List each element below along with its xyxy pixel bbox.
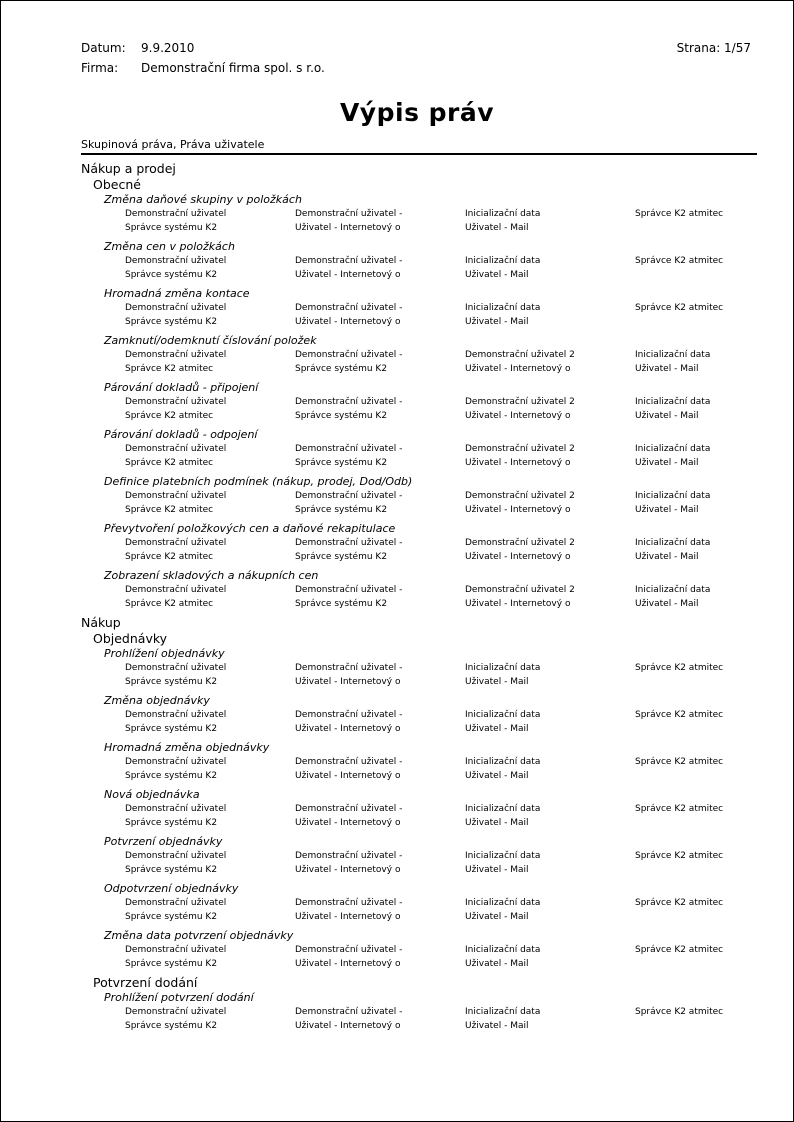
user-name: Uživatel - Internetový o (465, 552, 571, 562)
permission-name: Prohlížení potvrzení dodání (104, 991, 254, 1004)
user-name: Uživatel - Internetový o (295, 912, 401, 922)
user-name: Demonstrační uživatel (125, 585, 227, 595)
user-name: Demonstrační uživatel (125, 945, 227, 955)
user-name: Správce systému K2 (125, 677, 218, 687)
user-name: Demonstrační uživatel (125, 256, 227, 266)
user-name: Správce K2 atmitec (125, 411, 214, 421)
user-name: Správce systému K2 (295, 411, 388, 421)
user-name: Demonstrační uživatel (125, 851, 227, 861)
permission-name: Párování dokladů - připojení (104, 381, 259, 394)
user-name: Demonstrační uživatel (125, 397, 227, 407)
permission-users (125, 849, 757, 881)
section-heading: Nákup (81, 615, 121, 630)
user-name: Demonstrační uživatel 2 (465, 350, 575, 360)
user-name: Demonstrační uživatel - (295, 1007, 403, 1017)
user-name: Demonstrační uživatel 2 (465, 491, 575, 501)
user-name: Demonstrační uživatel 2 (465, 444, 575, 454)
permission-users (125, 348, 757, 380)
user-name: Správce systému K2 (125, 818, 218, 828)
permission-name: Definice platebních podmínek (nákup, prodej, Dod/Odb) (104, 475, 413, 488)
user-name: Demonstrační uživatel 2 (465, 397, 575, 407)
user-name: Správce systému K2 (125, 317, 218, 327)
user-name: Demonstrační uživatel - (295, 538, 403, 548)
user-name: Správce K2 atmitec (125, 599, 214, 609)
user-name: Správce K2 atmitec (635, 945, 724, 955)
user-name: Správce K2 atmitec (635, 804, 724, 814)
user-name: Správce K2 atmitec (635, 303, 724, 313)
permission-name: Hromadná změna kontace (104, 287, 250, 300)
user-name: Inicializační data (635, 397, 711, 407)
user-name: Uživatel - Internetový o (295, 270, 401, 280)
user-name: Správce K2 atmitec (635, 851, 724, 861)
user-name: Demonstrační uživatel (125, 209, 227, 219)
user-name: Inicializační data (465, 804, 541, 814)
user-name: Uživatel - Mail (465, 1021, 529, 1031)
user-name: Správce K2 atmitec (635, 1007, 724, 1017)
permission-users (125, 943, 757, 975)
user-name: Správce systému K2 (125, 865, 218, 875)
user-name: Uživatel - Internetový o (295, 677, 401, 687)
user-name: Uživatel - Mail (635, 458, 699, 468)
user-name: Inicializační data (635, 538, 711, 548)
user-name: Správce systému K2 (125, 724, 218, 734)
user-name: Uživatel - Mail (465, 959, 529, 969)
user-name: Uživatel - Mail (465, 270, 529, 280)
user-name: Uživatel - Mail (465, 771, 529, 781)
section-heading: Nákup a prodej (81, 161, 176, 176)
user-name: Demonstrační uživatel (125, 1007, 227, 1017)
user-name: Uživatel - Internetový o (465, 505, 571, 515)
user-name: Uživatel - Internetový o (295, 223, 401, 233)
permission-name: Změna daňové skupiny v položkách (104, 193, 302, 206)
permission-name: Změna cen v položkách (104, 240, 235, 253)
permission-users (125, 301, 757, 333)
user-name: Správce K2 atmitec (635, 898, 724, 908)
user-name: Demonstrační uživatel (125, 303, 227, 313)
user-name: Správce K2 atmitec (635, 256, 724, 266)
permission-name: Potvrzení objednávky (104, 835, 223, 848)
permission-users (125, 536, 757, 568)
permission-users (125, 489, 757, 521)
user-name: Uživatel - Mail (465, 223, 529, 233)
user-name: Inicializační data (635, 444, 711, 454)
date-value: 9.9.2010 (141, 41, 195, 55)
user-name: Uživatel - Internetový o (295, 1021, 401, 1031)
user-name: Demonstrační uživatel 2 (465, 585, 575, 595)
permission-name: Prohlížení objednávky (104, 647, 225, 660)
report-subtitle: Skupinová práva, Práva uživatele (81, 138, 265, 151)
permission-users (125, 442, 757, 474)
permission-users (125, 661, 757, 693)
permission-name: Nová objednávka (104, 788, 200, 801)
user-name: Správce K2 atmitec (125, 364, 214, 374)
user-name: Demonstrační uživatel - (295, 898, 403, 908)
user-name: Uživatel - Mail (465, 865, 529, 875)
subsection-heading: Potvrzení dodání (93, 975, 198, 990)
user-name: Uživatel - Mail (635, 505, 699, 515)
permission-name: Párování dokladů - odpojení (104, 428, 258, 441)
user-name: Demonstrační uživatel - (295, 804, 403, 814)
company-label: Firma: (81, 61, 119, 75)
user-name: Inicializační data (635, 491, 711, 501)
user-name: Uživatel - Internetový o (465, 411, 571, 421)
user-name: Demonstrační uživatel - (295, 757, 403, 767)
user-name: Správce K2 atmitec (125, 505, 214, 515)
user-name: Inicializační data (465, 710, 541, 720)
user-name: Inicializační data (635, 585, 711, 595)
user-name: Inicializační data (465, 209, 541, 219)
user-name: Inicializační data (465, 851, 541, 861)
permission-users (125, 896, 757, 928)
user-name: Správce systému K2 (125, 223, 218, 233)
date-label: Datum: (81, 41, 126, 55)
permission-name: Odpotvrzení objednávky (104, 882, 239, 895)
user-name: Demonstrační uživatel - (295, 491, 403, 501)
user-name: Inicializační data (635, 350, 711, 360)
user-name: Uživatel - Mail (635, 364, 699, 374)
user-name: Uživatel - Mail (465, 677, 529, 687)
permission-name: Hromadná změna objednávky (104, 741, 270, 754)
subsection-heading: Obecné (93, 177, 141, 192)
user-name: Správce K2 atmitec (125, 552, 214, 562)
user-name: Demonstrační uživatel 2 (465, 538, 575, 548)
permissions-list (81, 161, 757, 1037)
permission-users (125, 802, 757, 834)
user-name: Uživatel - Mail (465, 912, 529, 922)
permission-users (125, 708, 757, 740)
permission-name: Změna objednávky (104, 694, 210, 707)
user-name: Uživatel - Mail (465, 317, 529, 327)
user-name: Demonstrační uživatel (125, 663, 227, 673)
user-name: Uživatel - Internetový o (465, 364, 571, 374)
user-name: Správce systému K2 (295, 364, 388, 374)
user-name: Správce K2 atmitec (635, 757, 724, 767)
user-name: Správce K2 atmitec (635, 663, 724, 673)
user-name: Správce systému K2 (125, 912, 218, 922)
user-name: Demonstrační uživatel - (295, 945, 403, 955)
user-name: Inicializační data (465, 663, 541, 673)
user-name: Demonstrační uživatel (125, 350, 227, 360)
permission-name: Zamknutí/odemknutí číslování položek (104, 334, 317, 347)
permission-users (125, 1005, 757, 1037)
user-name: Inicializační data (465, 256, 541, 266)
user-name: Uživatel - Internetový o (465, 458, 571, 468)
user-name: Demonstrační uživatel - (295, 444, 403, 454)
user-name: Uživatel - Mail (465, 724, 529, 734)
permission-users (125, 254, 757, 286)
user-name: Demonstrační uživatel (125, 804, 227, 814)
user-name: Uživatel - Internetový o (295, 865, 401, 875)
permission-name: Změna data potvrzení objednávky (104, 929, 294, 942)
user-name: Demonstrační uživatel (125, 538, 227, 548)
user-name: Správce systému K2 (295, 599, 388, 609)
company-value: Demonstrační firma spol. s r.o. (141, 61, 325, 75)
user-name: Inicializační data (465, 757, 541, 767)
user-name: Demonstrační uživatel - (295, 397, 403, 407)
permission-users (125, 207, 757, 239)
user-name: Demonstrační uživatel - (295, 303, 403, 313)
user-name: Demonstrační uživatel - (295, 851, 403, 861)
user-name: Demonstrační uživatel - (295, 350, 403, 360)
user-name: Demonstrační uživatel - (295, 710, 403, 720)
user-name: Uživatel - Mail (635, 552, 699, 562)
header-rule (81, 153, 757, 155)
user-name: Demonstrační uživatel - (295, 209, 403, 219)
user-name: Správce K2 atmitec (635, 209, 724, 219)
user-name: Správce systému K2 (125, 771, 218, 781)
subsection-heading: Objednávky (93, 631, 168, 646)
user-name: Správce K2 atmitec (125, 458, 214, 468)
user-name: Správce systému K2 (295, 552, 388, 562)
user-name: Uživatel - Internetový o (465, 599, 571, 609)
user-name: Demonstrační uživatel - (295, 663, 403, 673)
user-name: Demonstrační uživatel (125, 710, 227, 720)
user-name: Uživatel - Internetový o (295, 818, 401, 828)
permission-name: Převytvoření položkových cen a daňové rekapitulace (104, 522, 396, 535)
user-name: Uživatel - Internetový o (295, 959, 401, 969)
report-title: Výpis práv (339, 98, 495, 127)
user-name: Uživatel - Mail (465, 818, 529, 828)
user-name: Inicializační data (465, 898, 541, 908)
user-name: Uživatel - Internetový o (295, 724, 401, 734)
user-name: Správce systému K2 (295, 458, 388, 468)
user-name: Demonstrační uživatel (125, 757, 227, 767)
user-name: Uživatel - Internetový o (295, 771, 401, 781)
user-name: Demonstrační uživatel (125, 491, 227, 501)
user-name: Správce systému K2 (295, 505, 388, 515)
user-name: Správce systému K2 (125, 1021, 218, 1031)
user-name: Správce systému K2 (125, 959, 218, 969)
permission-users (125, 583, 757, 615)
user-name: Inicializační data (465, 945, 541, 955)
user-name: Uživatel - Mail (635, 411, 699, 421)
user-name: Uživatel - Internetový o (295, 317, 401, 327)
user-name: Demonstrační uživatel - (295, 585, 403, 595)
user-name: Demonstrační uživatel (125, 444, 227, 454)
user-name: Demonstrační uživatel - (295, 256, 403, 266)
page-number: Strana: 1/57 (676, 41, 751, 55)
user-name: Správce K2 atmitec (635, 710, 724, 720)
permission-users (125, 395, 757, 427)
user-name: Správce systému K2 (125, 270, 218, 280)
user-name: Uživatel - Mail (635, 599, 699, 609)
permission-name: Zobrazení skladových a nákupních cen (104, 569, 319, 582)
user-name: Demonstrační uživatel (125, 898, 227, 908)
user-name: Inicializační data (465, 1007, 541, 1017)
permission-users (125, 755, 757, 787)
user-name: Inicializační data (465, 303, 541, 313)
